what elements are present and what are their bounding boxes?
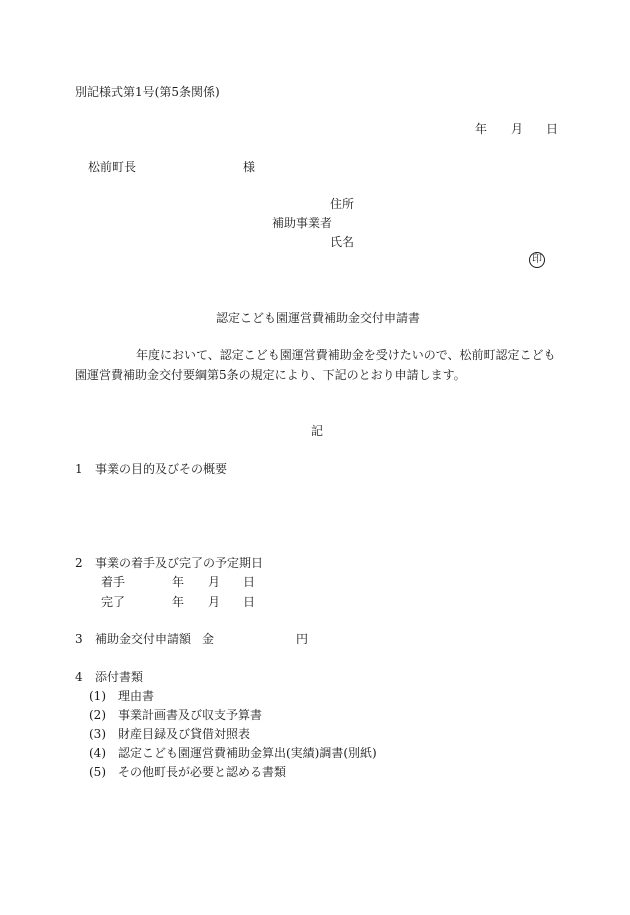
- amount-unit: 円: [296, 632, 309, 646]
- date-day-label: 日: [546, 122, 559, 136]
- seal-mark: 印: [529, 252, 545, 268]
- section-3-label: 補助金交付申請額: [95, 632, 192, 646]
- body-line-1: 年度において、認定こども園運営費補助金を受けたいので、松前町認定こども: [136, 348, 556, 362]
- attachment-item-text: 理由書: [118, 689, 155, 703]
- attachment-item-text: 財産目録及び貸借対照表: [118, 727, 251, 741]
- body-line-2: 園運営費補助金交付要綱第5条の規定により、下記のとおり申請します。: [75, 368, 466, 382]
- attachment-item-number: (1): [89, 689, 106, 703]
- date-month-label: 月: [511, 122, 524, 136]
- section-1-label: 事業の目的及びその概要: [95, 462, 228, 476]
- addressee-honorific: 様: [243, 160, 256, 174]
- end-year: 年: [172, 595, 185, 609]
- section-3-number: 3: [75, 632, 83, 646]
- start-month: 月: [208, 575, 221, 589]
- address-label: 住所: [330, 197, 355, 211]
- addressee-name: 松前町長: [88, 160, 137, 174]
- start-year: 年: [172, 575, 185, 589]
- start-day: 日: [243, 575, 256, 589]
- start-label: 着手: [101, 575, 126, 589]
- section-4-label: 添付書類: [95, 670, 144, 684]
- section-1-number: 1: [75, 462, 83, 476]
- end-label: 完了: [101, 595, 126, 609]
- attachment-item-text: 認定こども園運営費補助金算出(実績)調書(別紙): [118, 746, 377, 760]
- end-month: 月: [208, 595, 221, 609]
- applicant-role-label: 補助事業者: [272, 216, 333, 230]
- document-title: 認定こども園運営費補助金交付申請書: [216, 311, 421, 325]
- section-2-number: 2: [75, 556, 83, 570]
- attachment-item-number: (4): [89, 746, 106, 760]
- date-year-label: 年: [475, 122, 488, 136]
- ki-heading: 記: [311, 424, 324, 438]
- attachment-item-text: 事業計画書及び収支予算書: [118, 708, 263, 722]
- form-number: 別記様式第1号(第5条関係): [75, 85, 220, 99]
- end-day: 日: [243, 595, 256, 609]
- attachment-item-text: その他町長が必要と認める書類: [118, 765, 287, 779]
- attachment-item-number: (5): [89, 765, 106, 779]
- amount-prefix: 金: [202, 632, 215, 646]
- section-2-label: 事業の着手及び完了の予定期日: [95, 556, 264, 570]
- section-4-number: 4: [75, 670, 83, 684]
- name-label: 氏名: [330, 235, 355, 249]
- attachment-item-number: (2): [89, 708, 106, 722]
- attachment-item-number: (3): [89, 727, 106, 741]
